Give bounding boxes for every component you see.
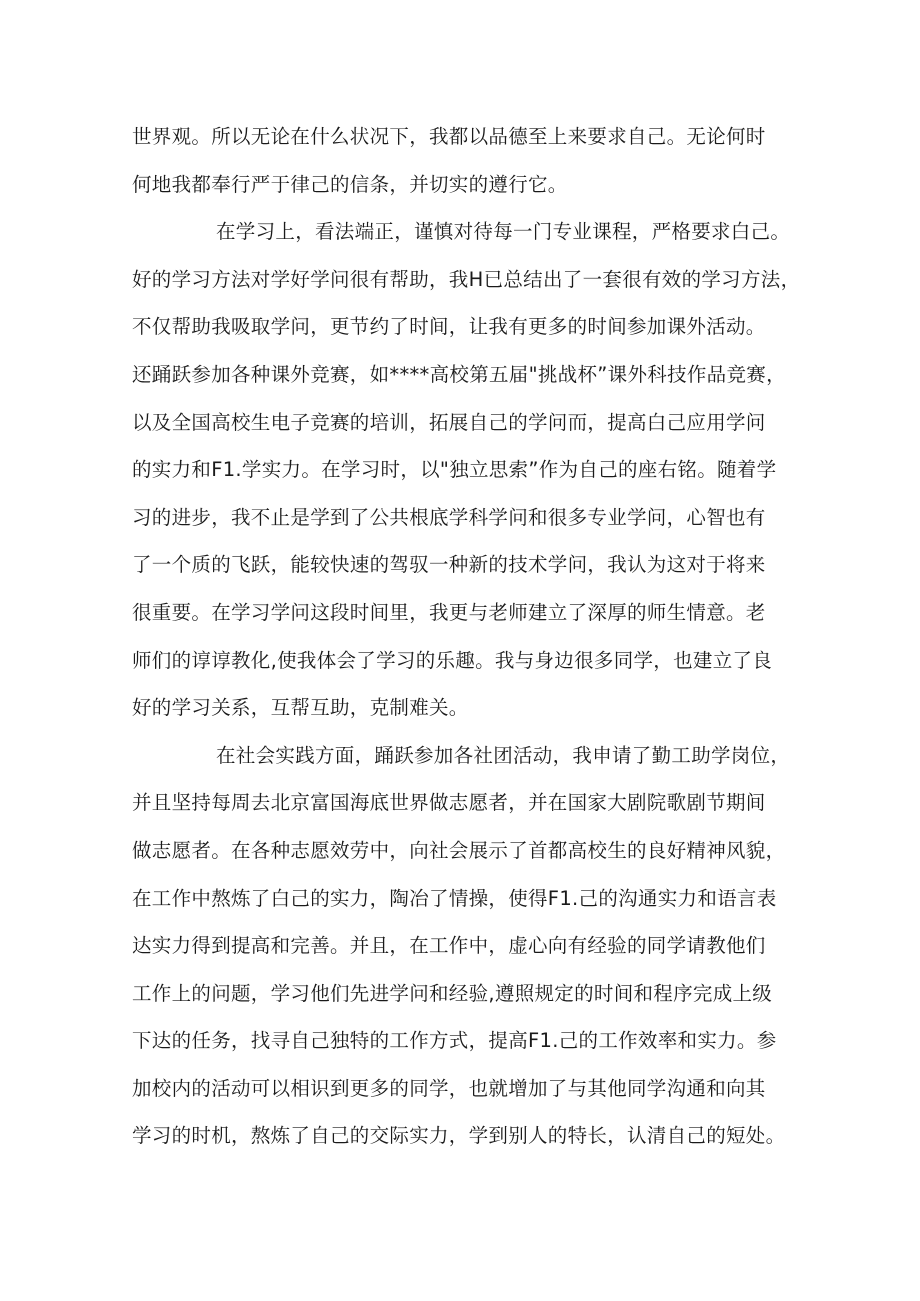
text-line: 做志愿者。在各种志愿效劳中，向社会展示了首都高校生的良好精神风貌， [132,838,786,862]
text-line: 以及全国高校生电子竞赛的培训，拓展自己的学问而，提高白己应用学问 [132,410,766,434]
text-line: 了一个质的飞跃，能较快速的驾驭一种新的技术学问，我认为这对于将来 [132,553,766,577]
paragraph-start-line: 在社会实践方面，踊跃参加各社团活动，我申请了勤工助学岗位， [216,743,791,767]
text-line: 并且坚持每周去北京富国海底世界做志愿者，并在国家大剧院歌剧节期间 [132,791,766,815]
text-line: 下达的任务，找寻自己独特的工作方式，提高F1.己的工作效率和实力。参 [132,1029,777,1053]
body-text [132,113,802,1160]
text-line: 学习的时机，熬炼了自己的交际实力，学到别人的特长，认清自己的短处。 [132,1124,786,1148]
text-line: 工作上的问题，学习他们先进学问和经验,遵照规定的时间和程序完成上级 [132,981,773,1005]
text-line: 的实力和F1.学实力。在学习时，以"独立思索”作为自己的座右铭。随着学 [132,458,777,482]
text-line: 还踊跃参加各种课外竞赛，如****高校第五届"挑战杯”课外科技作品竞赛， [132,362,786,386]
text-line: 在工作中熬炼了白己的实力，陶冶了情操，使得F1.己的沟通实力和语言表 [132,886,777,910]
text-line: 好的学习关系，互帮互助，克制难关。 [132,696,469,720]
text-line: 不仅帮助我吸取学问，更节约了时间，让我有更多的时间参加课外活动。 [132,315,766,339]
text-line: 世界观。所以无论在什么状况下，我都以品德至上来要求自己。无论何时 [132,125,766,148]
text-line: 达实力得到提高和完善。并且，在工作中，虚心向有经验的同学请教他们 [132,934,766,958]
text-line: 习的进步，我不止是学到了公共根底学科学问和很多专业学问，心智也有 [132,505,766,529]
paragraph-start-line: 在学习上，看法端正，谨慎对待每一门专业课程，严格要求白己。 [216,220,791,244]
text-line: 很重要。在学习学问这段时间里，我更与老师建立了深厚的师生情意。老 [132,600,766,624]
text-line: 何地我都奉行严于律己的信条，并切实的遵行它。 [132,172,568,196]
text-line: 师们的谆谆教化,使我体会了学习的乐趣。我与身边很多同学，也建立了良 [132,648,773,672]
text-line: 好的学习方法对学好学问很有帮助，我H已总结出了一套很有效的学习方法， [132,267,801,291]
text-line: 加校内的活动可以相识到更多的同学，也就增加了与其他同学沟通和向其 [132,1076,766,1100]
